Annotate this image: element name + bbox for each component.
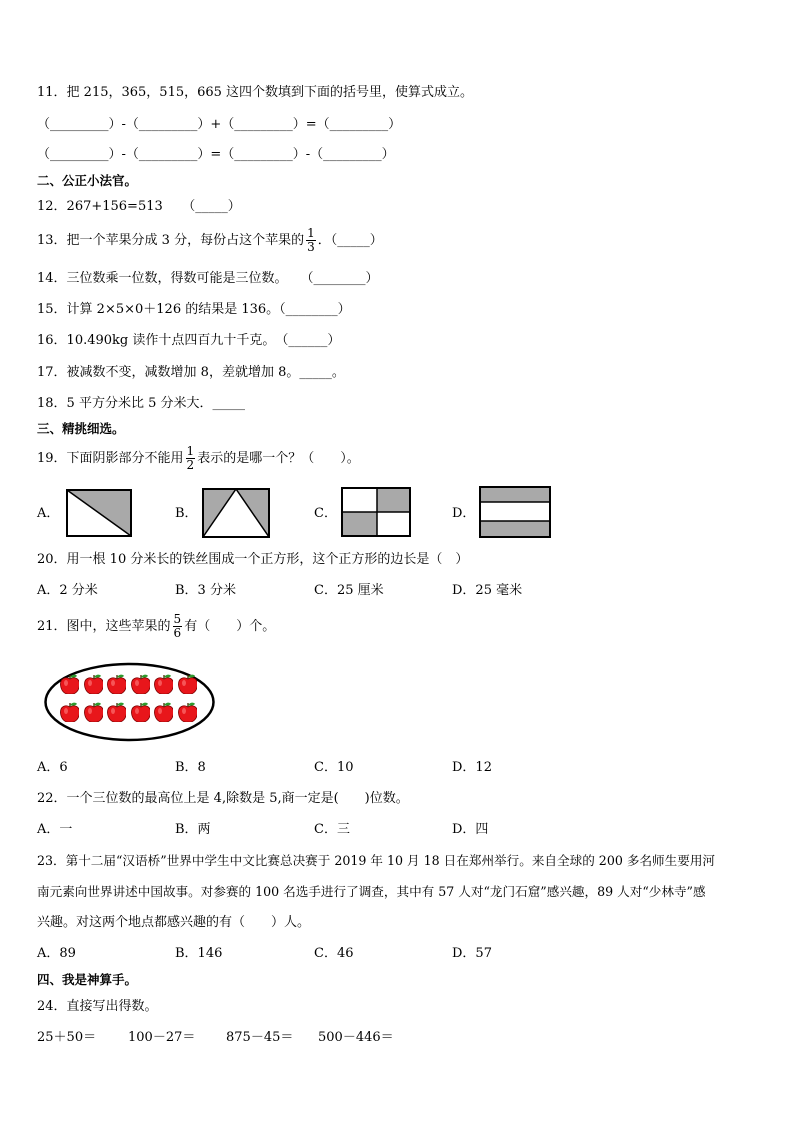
q21-option-d[interactable]: D．12 <box>452 760 492 775</box>
q13-fraction: $\frac{1}{3}$ <box>307 226 315 254</box>
apple-icon <box>153 674 173 694</box>
shaded-quarter-2 <box>342 512 377 536</box>
q24-item-2[interactable]: 100－27＝ <box>128 1030 196 1045</box>
q19-option-a-figure[interactable] <box>66 489 132 537</box>
q18[interactable]: 18．5 平方分米比 5 分米大．_____ <box>37 396 245 411</box>
q22-option-b[interactable]: B．两 <box>175 822 211 837</box>
q16[interactable]: 16．10.490kg 读作十点四百九十千克。 （______） <box>37 333 341 348</box>
q24-item-4[interactable]: 500－446＝ <box>318 1030 394 1045</box>
q22-text: 22．一个三位数的最高位上是 4,除数是 5,商一定是( )位数。 <box>37 791 409 806</box>
apple-picture <box>44 662 215 742</box>
section-2-heading: 二、公正小法官。 <box>37 173 138 188</box>
q20-option-a[interactable]: A．2 分米 <box>37 583 98 598</box>
q21-fraction: $\frac{5}{6}$ <box>173 612 182 640</box>
q11-blank-row-1[interactable]: （_________）-（_________）+（_________）=（_________） <box>37 117 402 132</box>
q21-option-b[interactable]: B．8 <box>175 760 206 775</box>
q11-blank-row-2[interactable]: （_________）-（_________）=（_________）-（_________） <box>37 147 395 162</box>
q19-option-d-label[interactable]: D． <box>452 506 476 521</box>
q24-item-3[interactable]: 875－45＝ <box>226 1030 294 1045</box>
q13-post: ．（_____） <box>317 233 383 248</box>
q19-fraction: $\frac{1}{2}$ <box>186 444 195 472</box>
q11-text: 11．把 215，365，515，665 这四个数填到下面的括号里，使算式成立。 <box>37 85 474 100</box>
q24-item-1[interactable]: 25＋50＝ <box>37 1030 97 1045</box>
q23-line-2: 南元素向世界讲述中国故事。对参赛的 100 名选手进行了调查，其中有 57 人对“龙门石窟”感兴趣，89 人对“少林寺”感 <box>37 884 706 899</box>
q19: 19．下面阴影部分不能用 $\frac{1}{2}$ 表示的是哪一个？（ ）。 <box>37 444 360 472</box>
q20-option-b[interactable]: B．3 分米 <box>175 583 236 598</box>
q23-line-1: 23．第十二届“汉语桥”世界中学生中文比赛总决赛于 2019 年 10 月 18 日在郑州举行。来自全球的 200 多名师生要用河 <box>37 853 716 868</box>
q24-text: 24．直接写出得数。 <box>37 999 158 1014</box>
q20-option-c[interactable]: C．25 厘米 <box>314 583 384 598</box>
q19-option-b-label[interactable]: B． <box>175 506 198 521</box>
q23-option-c[interactable]: C．46 <box>314 946 354 961</box>
q13-pre: 13．把一个苹果分成 3 分，每份占这个苹果的 <box>37 233 305 248</box>
apple-icon <box>106 674 126 694</box>
q19-option-a-label[interactable]: A． <box>37 506 60 521</box>
q19-option-c-figure[interactable] <box>341 487 411 537</box>
apple-icon <box>177 702 197 722</box>
section-3-heading: 三、精挑细选。 <box>37 421 125 436</box>
shaded-quarter-1 <box>377 488 409 512</box>
q12[interactable]: 12．267+156=513 （_____） <box>37 199 241 214</box>
q14[interactable]: 14．三位数乘一位数，得数可能是三位数。 （________） <box>37 271 379 286</box>
apple-icon <box>177 674 197 694</box>
q23-option-d[interactable]: D．57 <box>452 946 492 961</box>
q22-option-d[interactable]: D．四 <box>452 822 489 837</box>
apple-icon <box>153 702 173 722</box>
apple-icon <box>83 674 103 694</box>
q21-text: 21．图中，这些苹果的 $\frac{5}{6}$ 有（ ）个。 <box>37 612 276 640</box>
q19-option-b-figure[interactable] <box>202 488 270 538</box>
apple-icon <box>83 702 103 722</box>
q17[interactable]: 17．被减数不变，减数增加 8，差就增加 8。_____。 <box>37 365 345 380</box>
q23-option-b[interactable]: B．146 <box>175 946 223 961</box>
apple-icon <box>130 702 150 722</box>
q21-option-c[interactable]: C．10 <box>314 760 354 775</box>
apple-icon <box>59 702 79 722</box>
q13[interactable] <box>37 226 383 256</box>
q19-option-c-label[interactable]: C． <box>314 506 337 521</box>
q20-option-d[interactable]: D．25 毫米 <box>452 583 523 598</box>
q23-line-3: 兴趣。对这两个地点都感兴趣的有（ ）人。 <box>37 915 311 930</box>
q19-option-d-figure[interactable] <box>479 486 551 538</box>
shaded-strip-1 <box>480 487 550 502</box>
apple-icon <box>106 702 126 722</box>
q23-option-a[interactable]: A．89 <box>37 946 76 961</box>
q15[interactable]: 15．计算 2×5×0＋126 的结果是 136。（________） <box>37 302 351 317</box>
apple-icon <box>59 674 79 694</box>
section-4-heading: 四、我是神算手。 <box>37 972 138 987</box>
q20-text: 20．用一根 10 分米长的铁丝围成一个正方形，这个正方形的边长是（ ） <box>37 552 469 567</box>
apple-icon <box>130 674 150 694</box>
q22-option-a[interactable]: A．一 <box>37 822 73 837</box>
q21-option-a[interactable]: A．6 <box>37 760 68 775</box>
q22-option-c[interactable]: C．三 <box>314 822 350 837</box>
shaded-strip-2 <box>480 521 550 537</box>
